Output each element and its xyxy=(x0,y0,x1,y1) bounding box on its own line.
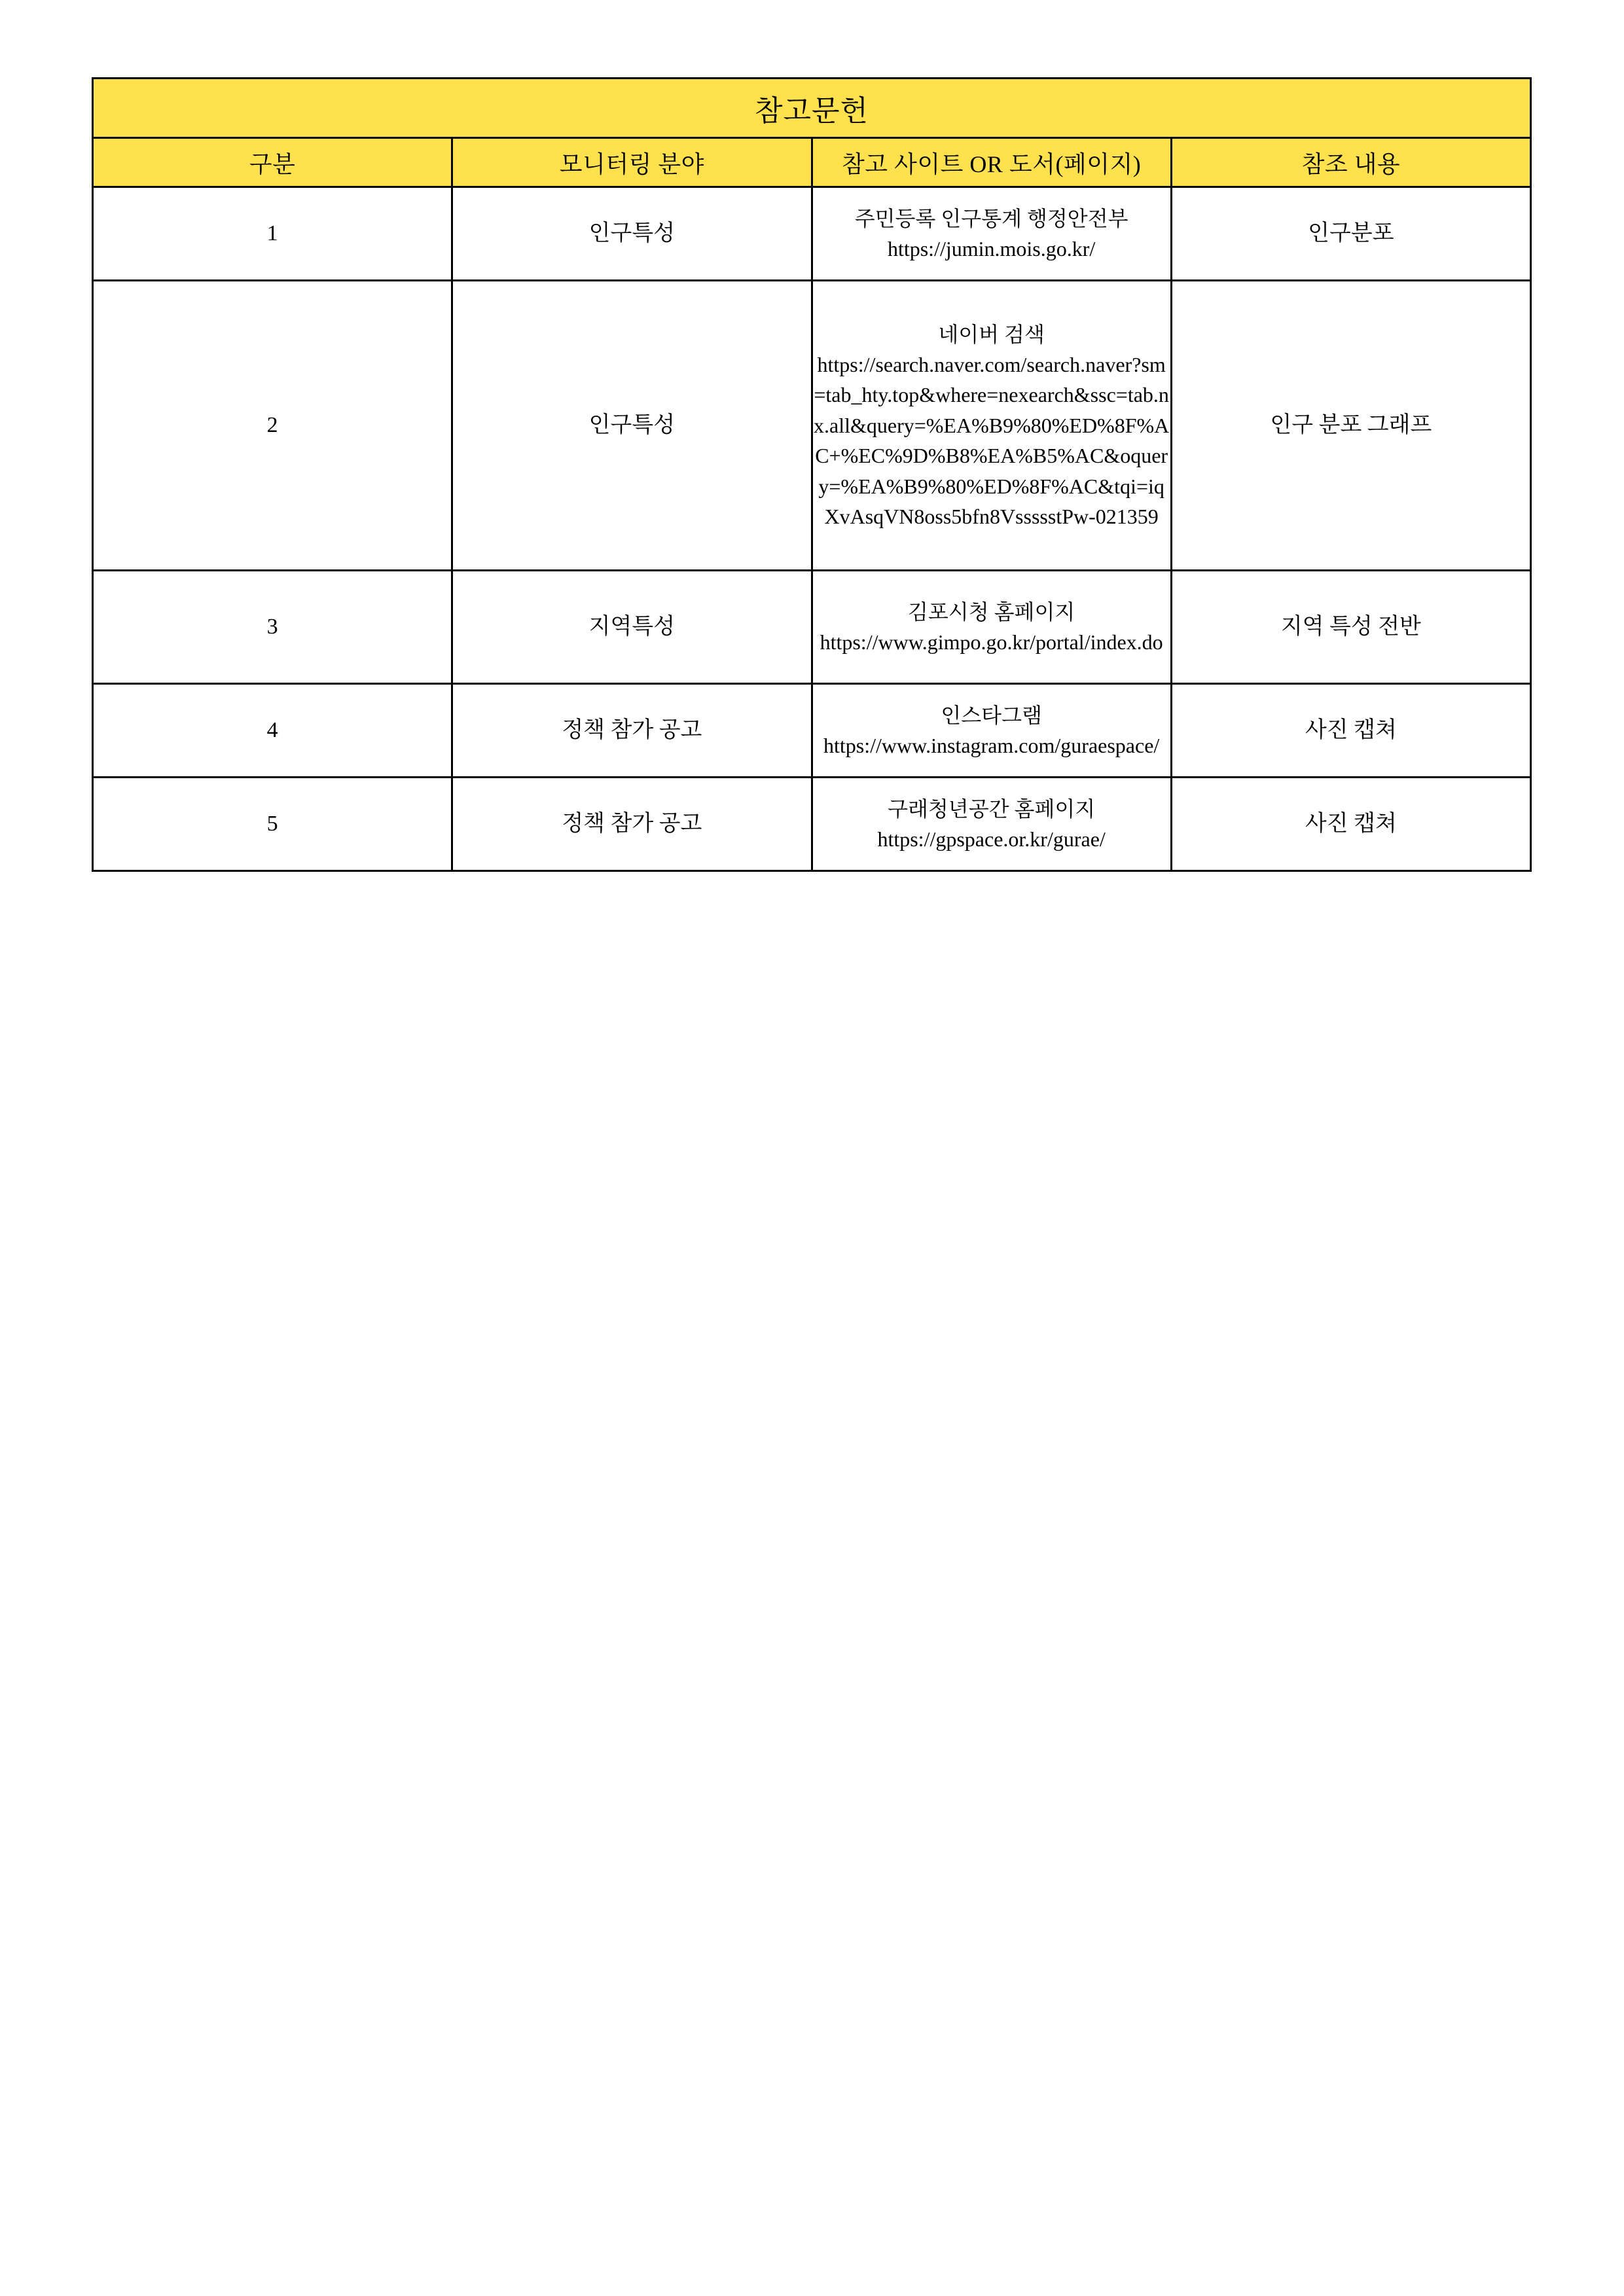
row-field: 지역특성 xyxy=(452,571,812,684)
table-row xyxy=(93,187,1531,281)
site-name: 구래청년공간 홈페이지 xyxy=(888,797,1096,821)
site-url[interactable]: https://search.naver.com/search.naver?sm=tab_hty.top&where=nexearch&ssc=tab.nx.all&query=%EA%B9%80%ED%8F%AC+%EC%9D%B8%EA%B5%AC&oquery=%EA%B9%80%ED%8F%AC&tqi=iqXvAsqVN8oss5bfn8VssssstPw-021359 xyxy=(813,353,1170,528)
row-note: 지역 특성 전반 xyxy=(1171,571,1530,684)
table-row xyxy=(93,778,1531,871)
site-url[interactable]: https://www.gimpo.go.kr/portal/index.do xyxy=(820,630,1163,654)
row-no: 3 xyxy=(93,571,452,684)
row-field: 정책 참가 공고 xyxy=(452,778,812,871)
table-row xyxy=(93,571,1531,684)
table-row xyxy=(93,684,1531,778)
site-url[interactable]: https://jumin.mois.go.kr/ xyxy=(887,237,1096,260)
site-url[interactable]: https://gpspace.or.kr/gurae/ xyxy=(877,827,1106,851)
row-field: 인구특성 xyxy=(452,281,812,571)
table-header-row xyxy=(93,138,1531,187)
table-row xyxy=(93,281,1531,571)
column-header-site: 참고 사이트 OR 도서(페이지) xyxy=(812,138,1171,187)
reference-table xyxy=(92,77,1532,872)
column-header-note: 참조 내용 xyxy=(1171,138,1530,187)
row-field: 정책 참가 공고 xyxy=(452,684,812,778)
row-note: 인구 분포 그래프 xyxy=(1171,281,1530,571)
row-site xyxy=(812,571,1171,684)
table-title-row xyxy=(93,79,1531,138)
column-header-field: 모니터링 분야 xyxy=(452,138,812,187)
row-site xyxy=(812,778,1171,871)
table-title: 참고문헌 xyxy=(93,79,1531,138)
row-no: 5 xyxy=(93,778,452,871)
site-name: 주민등록 인구통계 행정안전부 xyxy=(854,206,1128,230)
row-field: 인구특성 xyxy=(452,187,812,281)
column-header-no: 구분 xyxy=(93,138,452,187)
site-name: 네이버 검색 xyxy=(938,322,1045,346)
row-no: 1 xyxy=(93,187,452,281)
site-url[interactable]: https://www.instagram.com/guraespace/ xyxy=(823,734,1160,757)
site-name: 인스타그램 xyxy=(941,703,1042,727)
row-site xyxy=(812,684,1171,778)
row-note: 인구분포 xyxy=(1171,187,1530,281)
site-name: 김포시청 홈페이지 xyxy=(907,600,1075,624)
row-no: 4 xyxy=(93,684,452,778)
row-note: 사진 캡쳐 xyxy=(1171,684,1530,778)
row-no: 2 xyxy=(93,281,452,571)
row-site xyxy=(812,281,1171,571)
row-site xyxy=(812,187,1171,281)
row-note: 사진 캡쳐 xyxy=(1171,778,1530,871)
